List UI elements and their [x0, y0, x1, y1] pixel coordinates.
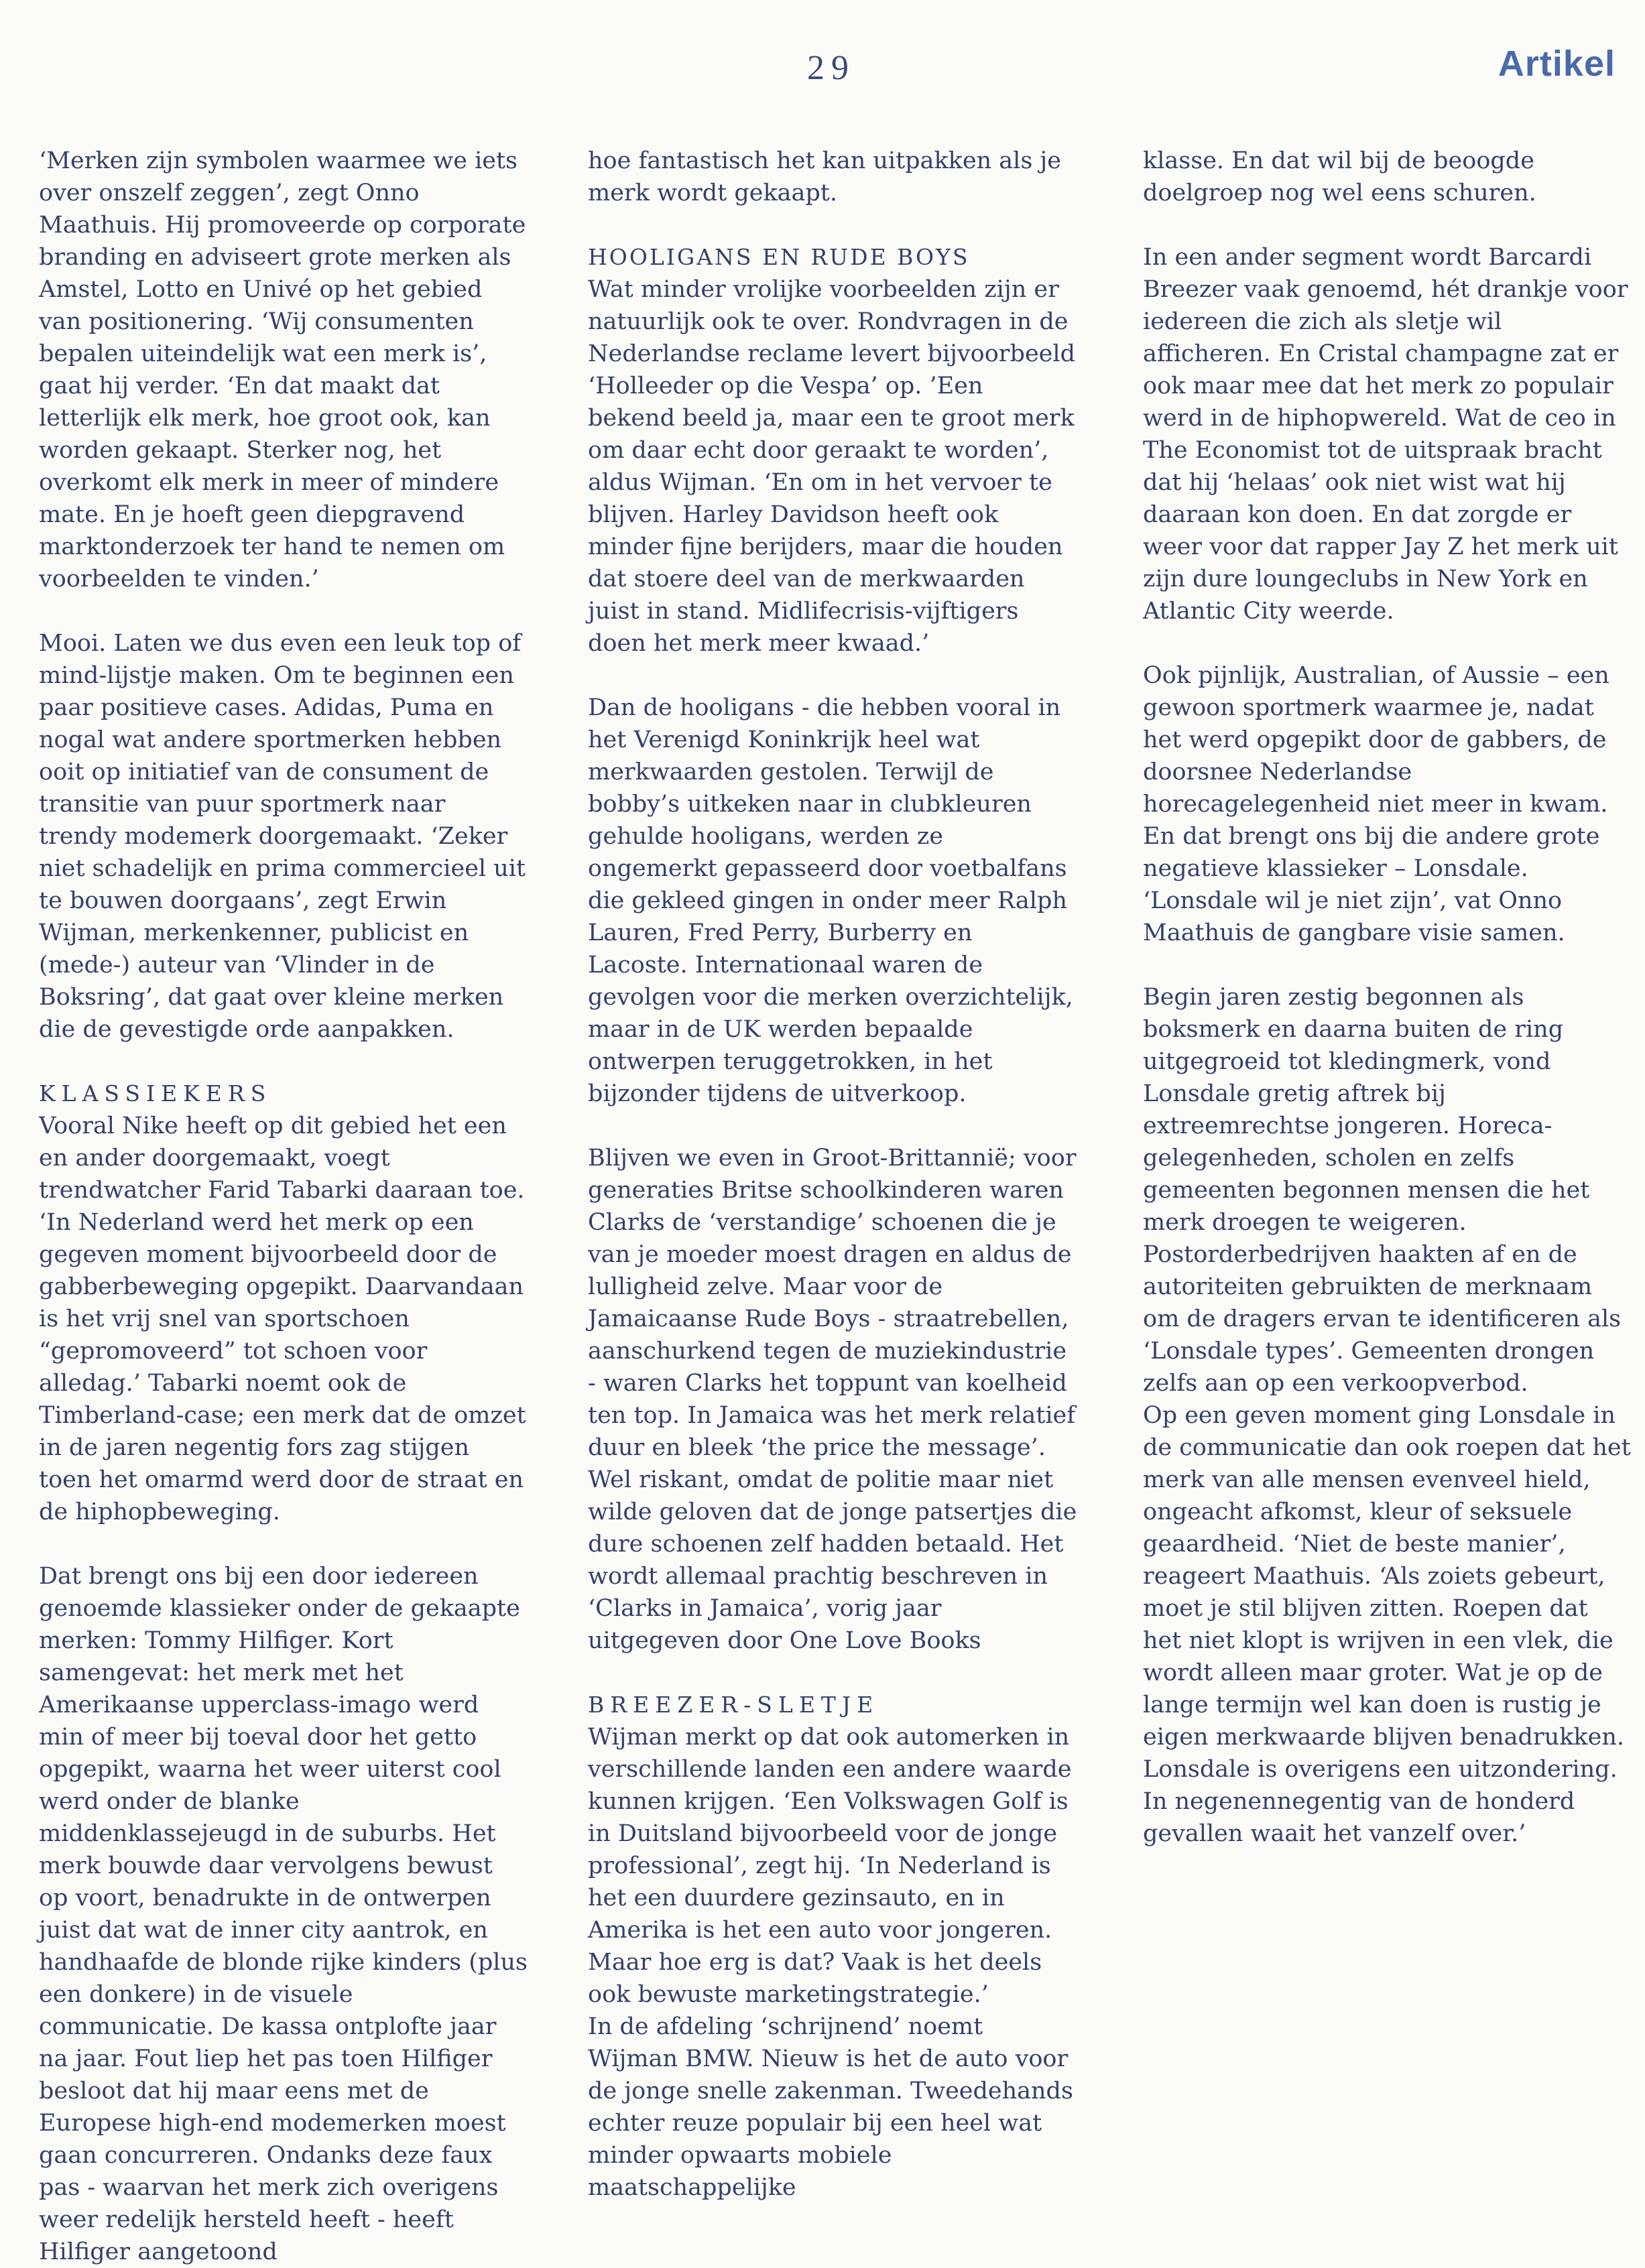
- paragraph: Dan de hooligans - die hebben vooral in het Verenigd Koninkrijk heel wat merkwaarden gestolen. Terwijl de bobby’s uitkeken naar in clubkleuren gehulde hooligans, werden ze ongemerkt gepasseerd door voetbalfans die gekleed gingen in onder meer Ralph Lauren, Fred Perry, Burberry en Lacoste. Internationaal waren de gevolgen voor die merken overzichtelijk, maar in de UK werden bepaalde ontwerpen teruggetrokken, in het bijzonder tijdens de uitverkoop.: [588, 694, 1073, 1107]
- section-label: Artikel: [1498, 44, 1616, 84]
- paragraph: Wijman merkt op dat ook automerken in verschillende landen een andere waarde kunnen krijgen. ‘Een Volkswagen Golf is in Duitsland bijvoorbeeld voor de jonge professional’, zegt hij. ‘In Nederland is het een duurdere gezinsauto, en in Amerika is het een auto voor jongeren. Maar hoe erg is dat? Vaak is het deels ook bewuste marketingstrategie.’: [588, 1724, 1072, 2008]
- article-column-1: [39, 145, 528, 2268]
- paragraph: klasse. En dat wil bij de beoogde doelgroep nog wel eens schuren.: [1143, 147, 1536, 206]
- paragraph: hoe fantastisch het kan uitpakken als je merk wordt gekaapt.: [588, 147, 1061, 206]
- paragraph: Mooi. Laten we dus even een leuk top of mind-lijstje maken. Om te beginnen een paar positieve cases. Adidas, Puma en nogal wat andere sportmerken hebben ooit op initiatief van de consument de transitie van puur sportmerk naar trendy modemerk doorgemaakt. ‘Zeker niet schadelijk en prima commercieel uit te bouwen doorgaans’, zegt Erwin Wijman, merkenkenner, publicist en (mede-) auteur van ‘Vlinder in de Boksring’, dat gaat over kleine merken die de gevestigde orde aanpakken.: [39, 630, 526, 1043]
- article-column-2: [588, 145, 1077, 2204]
- page-number: 29: [807, 49, 855, 87]
- paragraph: Blijven we even in Groot-Brittannië; voor generaties Britse schoolkinderen waren Clarks de ‘verstandige’ schoenen die je van je moeder moest dragen en aldus de lulligheid zelve. Maar voor de Jamaicaanse Rude Boys - straatrebellen, aanschurkend tegen de muziekindustrie - waren Clarks het toppunt van koelheid ten top. In Jamaica was het merk relatief duur en bleek ‘the price the message’. Wel riskant, omdat de politie maar niet wilde geloven dat de jonge patsertjes die dure schoenen zelf hadden betaald. Het wordt allemaal prachtig beschreven in ‘Clarks in Jamaica’, vorig jaar uitgegeven door One Love Books: [588, 1145, 1077, 1654]
- paragraph: In de afdeling ‘schrijnend’ noemt Wijman BMW. Nieuw is het de auto voor de jonge snelle zakenman. Tweedehands echter reuze populair bij een heel wat minder opwaarts mobiele maatschappelijke: [588, 2013, 1073, 2201]
- article-column-3: [1143, 145, 1632, 1850]
- paragraph: Dat brengt ons bij een door iedereen genoemde klassieker onder de gekaapte merken: Tommy Hilfiger. Kort samengevat: het merk met het Amerikaanse upperclass-imago werd min of meer bij toeval door het getto opgepikt, waarna het weer uiterst cool werd onder de blanke middenklassejeugd in de suburbs. Het merk bouwde daar vervolgens bewust op voort, benadrukte in de ontwerpen juist dat wat de inner city aantrok, en handhaafde de blonde rijke kinders (plus een donkere) in de visuele communicatie. De kassa ontplofte jaar na jaar. Fout liep het pas toen Hilfiger besloot dat hij maar eens met de Europese high-end modemerken moest gaan concurreren. Ondanks deze faux pas - waarvan het merk zich overigens weer redelijk hersteld heeft - heeft Hilfiger aangetoond: [39, 1563, 528, 2265]
- paragraph: Op een geven moment ging Lonsdale in de communicatie dan ook roepen dat het merk van alle mensen evenveel hield, ongeacht afkomst, kleur of seksuele geaardheid. ‘Niet de beste manier’, reageert Maathuis. ‘Als zoiets gebeurt, moet je stil blijven zitten. Roepen dat het niet klopt is wrijven in een vlek, die wordt alleen maar groter. Wat je op de lange termijn wel kan doen is rustig je eigen merkwaarde blijven benadrukken. Lonsdale is overigens een uitzondering. In negenennegentig van de honderd gevallen waait het vanzelf over.’: [1143, 1402, 1631, 1847]
- paragraph: In een ander segment wordt Barcardi Breezer vaak genoemd, hét drankje voor iedereen die zich als sletje wil afficheren. En Cristal champagne zat er ook maar mee dat het merk zo populair werd in de hiphopwereld. Wat de ceo in The Economist tot de uitspraak bracht dat hij ‘helaas’ ook niet wist wat hij daaraan kon doen. En dat zorgde er weer voor dat rapper Jay Z het merk uit zijn dure loungeclubs in New York en Atlantic City weerde.: [1143, 244, 1628, 625]
- paragraph: Ook pijnlijk, Australian, of Aussie – een gewoon sportmerk waarmee je, nadat het werd opgepikt door de gabbers, de doorsnee Nederlandse horecagelegenheid niet meer in kwam. En dat brengt ons bij die andere grote negatieve klassieker – Lonsdale. ‘Lonsdale wil je niet zijn’, vat Onno Maathuis de gangbare visie samen.: [1143, 662, 1609, 946]
- section-heading: KLASSIEKERS: [39, 1080, 272, 1107]
- paragraph: Begin jaren zestig begonnen als boksmerk en daarna buiten de ring uitgegroeid tot kledingmerk, vond Lonsdale gretig aftrek bij extreemrechtse jongeren. Horeca-gelegenheden, scholen en zelfs gemeenten begonnen mensen die het merk droegen te weigeren. Postorderbedrijven haakten af en de autoriteiten gebruikten de merknaam om de dragers ervan te identificeren als ‘Lonsdale types’. Gemeenten drongen zelfs aan op een verkoopverbod.: [1143, 984, 1622, 1397]
- section-heading: HOOLIGANS EN RUDE BOYS: [588, 244, 970, 270]
- paragraph: Vooral Nike heeft op dit gebied het een en ander doorgemaakt, voegt trendwatcher Farid Tabarki daaraan toe. ‘In Nederland werd het merk op een gegeven moment bijvoorbeeld door de gabberbeweging opgepikt. Daarvandaan is het vrij snel van sportschoen “gepromoveerd” tot schoen voor alledag.’ Tabarki noemt ook de Timberland-case; een merk dat de omzet in de jaren negentig fors zag stijgen toen het omarmd werd door de straat en de hiphopbeweging.: [39, 1113, 526, 1525]
- paragraph: Wat minder vrolijke voorbeelden zijn er natuurlijk ook te over. Rondvragen in de Nederlandse reclame levert bijvoorbeeld ‘Holleeder op die Vespa’ op. ’Een bekend beeld ja, maar een te groot merk om daar echt door geraakt te worden’, aldus Wijman. ‘En om in het vervoer te blijven. Harley Davidson heeft ook minder fijne berijders, maar die houden dat stoere deel van de merkwaarden juist in stand. Midlifecrisis-vijftigers doen het merk meer kwaad.’: [588, 276, 1075, 657]
- section-heading: BREEZER-SLETJE: [588, 1692, 879, 1718]
- paragraph: ‘Merken zijn symbolen waarmee we iets over onszelf zeggen’, zegt Onno Maathuis. Hij promoveerde op corporate branding en adviseert grote merken als Amstel, Lotto en Univé op het gebied van positionering. ‘Wij consumenten bepalen uiteindelijk wat een merk is’, gaat hij verder. ‘En dat maakt dat letterlijk elk merk, hoe groot ook, kan worden gekaapt. Sterker nog, het overkomt elk merk in meer of mindere mate. En je hoeft geen diepgravend marktonderzoek ter hand te nemen om voorbeelden te vinden.’: [39, 147, 526, 592]
